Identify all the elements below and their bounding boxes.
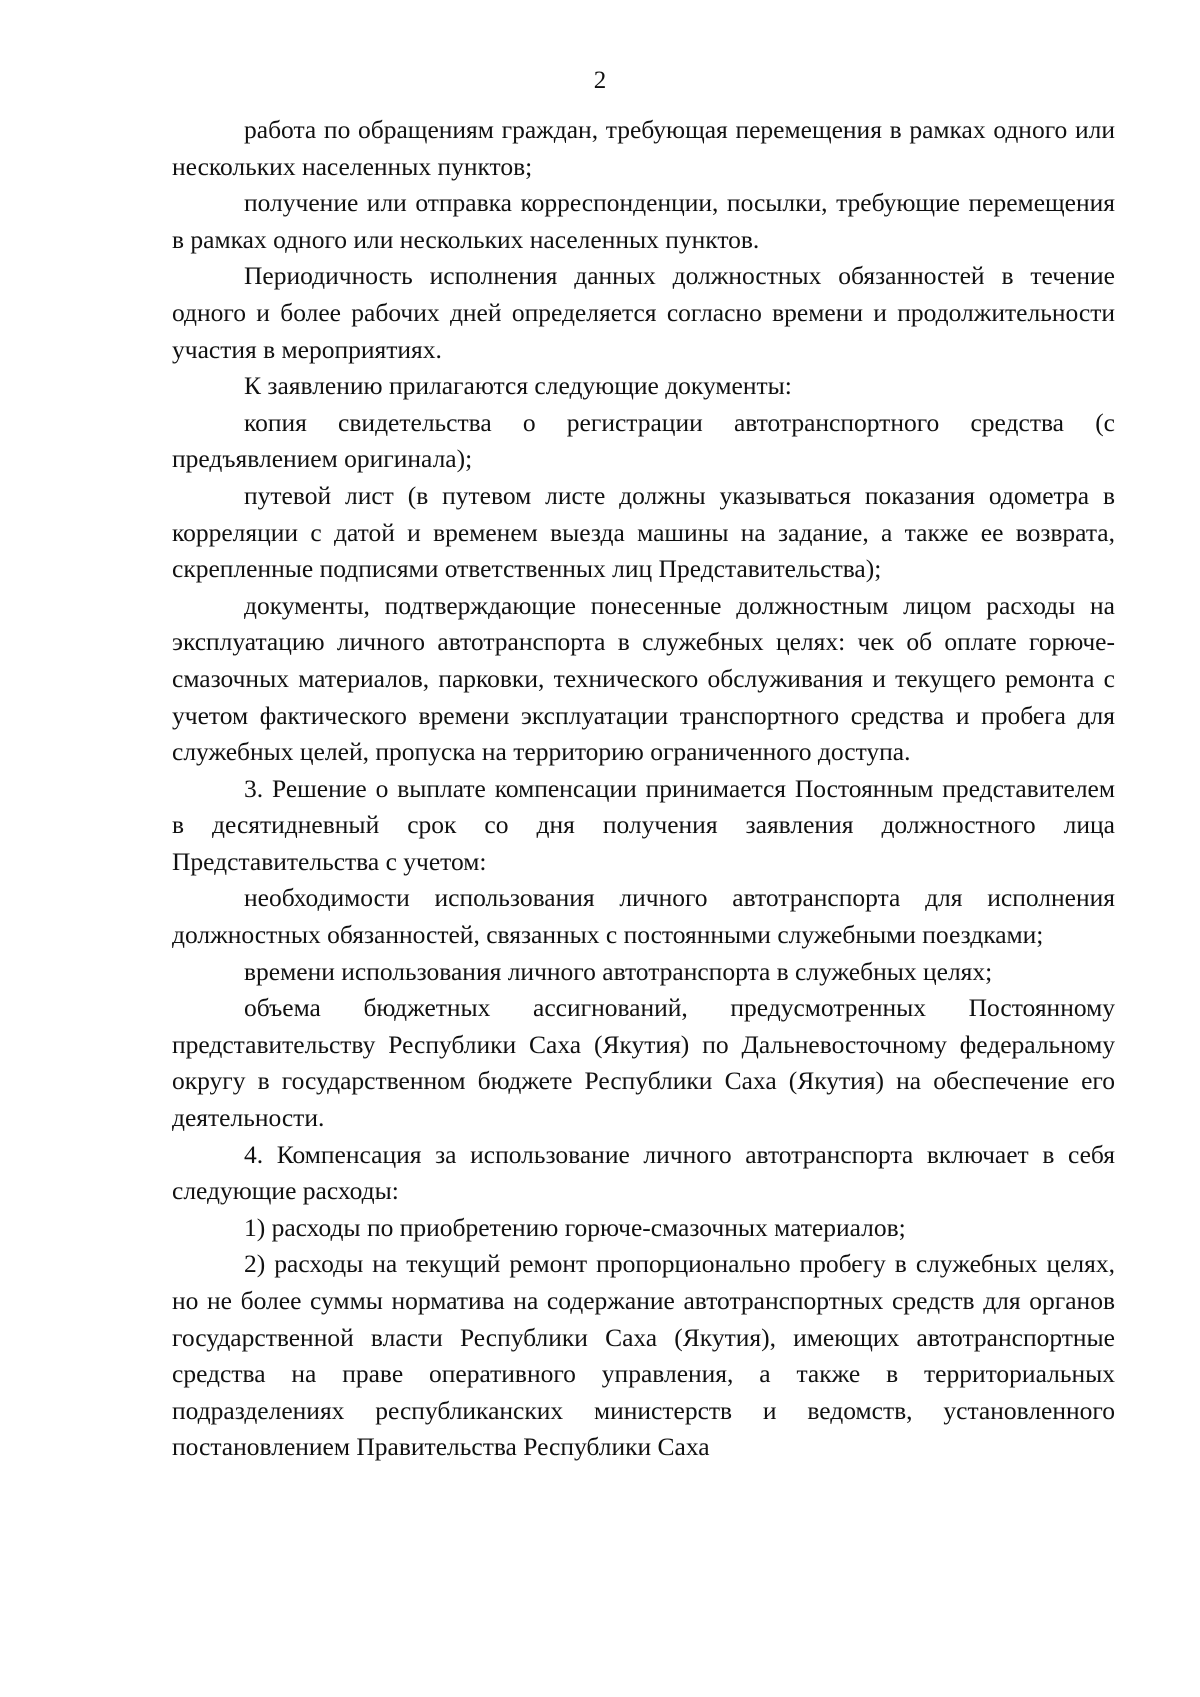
paragraph: 2) расходы на текущий ремонт пропорционально пробегу в служебных целях, но не более суммы норматива на содержание автотранспортных средств для органов государственной власти Республики Саха (Якутия), имеющих автотранспортные средства на праве оперативного управления, а также в территориальных подразделениях республиканских министерств и ведомств, установленного постановлением Правительства Республики Саха [172, 1249, 1115, 1462]
paragraph: работа по обращениям граждан, требующая перемещения в рамках одного или нескольких населенных пунктов; [172, 115, 1115, 181]
paragraph: копия свидетельства о регистрации автотранспортного средства (с предъявлением оригинала); [172, 407, 1115, 474]
paragraph: получение или отправка корреспонденции, посылки, требующие перемещения в рамках одного или нескольких населенных пунктов. [172, 188, 1115, 254]
paragraph: 3. Решение о выплате компенсации принимается Постоянным представителем в десятидневный срок со дня получения заявления должностного лица Представительства с учетом: [172, 773, 1115, 876]
paragraph: путевой лист (в путевом листе должны указываться показания одометра в корреляции с датой и временем выезда машины на задание, а также ее возврата, скрепленные подписями ответственных лиц Представительства); [172, 480, 1115, 584]
page-number: 2 [593, 67, 607, 94]
paragraph: К заявлению прилагаются следующие документы: [244, 371, 792, 401]
paragraph: документы, подтверждающие понесенные должностным лицом расходы на эксплуатацию личного автотранспорта в служебных целях: чек об оплате горюче-смазочных материалов, парковки, технического обслуживания и текущего ремонта с учетом фактического времени эксплуатации транспортного средства и пробега для служебных целей, пропуска на территорию ограниченного доступа. [172, 590, 1115, 767]
paragraph: необходимости использования личного автотранспорта для исполнения должностных обязанностей, связанных с постоянными служебными поездками; [172, 883, 1115, 950]
paragraph: 4. Компенсация за использование личного автотранспорта включает в себя следующие расходы: [172, 1139, 1115, 1206]
paragraph: Периодичность исполнения данных должностных обязанностей в течение одного и более рабочих дней определяется согласно времени и продолжительности участия в мероприятиях. [172, 261, 1115, 364]
paragraph: времени использования личного автотранспорта в служебных целях; [244, 956, 993, 986]
document-body [172, 112, 1115, 1466]
paragraph: 1) расходы по приобретению горюче-смазочных материалов; [244, 1212, 906, 1242]
paragraph: объема бюджетных ассигнований, предусмотренных Постоянному представительству Республики Саха (Якутия) по Дальневосточному федеральному округу в государственном бюджете Республики Саха (Якутия) на обеспечение его деятельности. [172, 993, 1115, 1133]
